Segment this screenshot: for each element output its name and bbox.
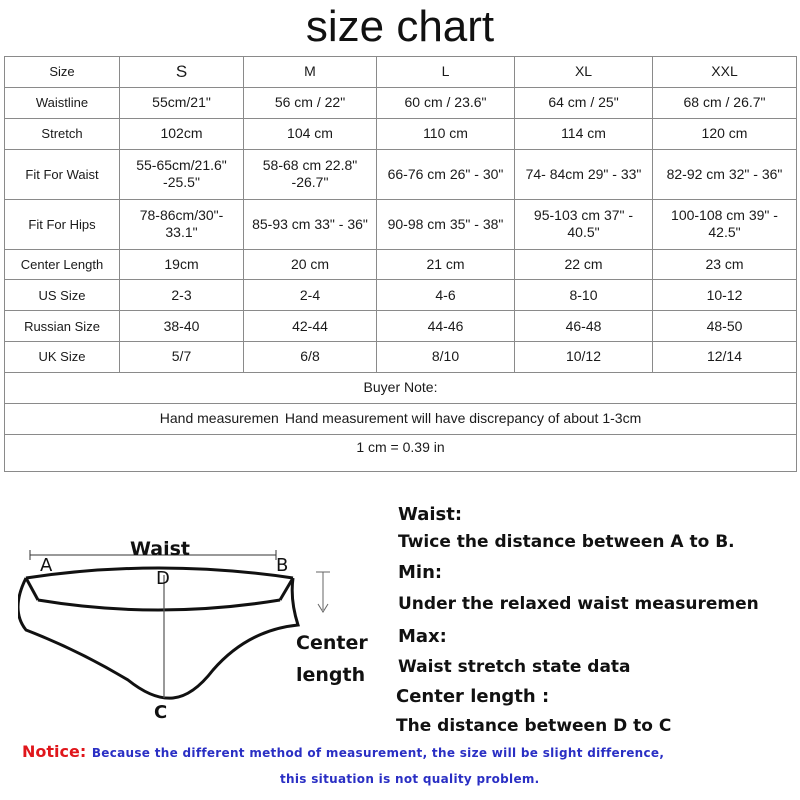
table-cell: 23 cm — [653, 249, 797, 280]
conversion-note: 1 cm = 0.39 in — [5, 434, 797, 471]
table-cell: 46-48 — [515, 311, 653, 342]
header-cell: XL — [515, 57, 653, 88]
table-cell: 10-12 — [653, 280, 797, 311]
measurement-note: Hand measurement will have discrepancy of about 1-3cm — [284, 410, 642, 427]
conversion-row — [5, 434, 797, 471]
table-row — [5, 118, 797, 149]
min-heading: Min: — [398, 562, 443, 583]
table-cell: 4-6 — [377, 280, 515, 311]
table-cell: 8-10 — [515, 280, 653, 311]
notice — [22, 742, 792, 786]
table-cell: 114 cm — [515, 118, 653, 149]
table-cell: 2-4 — [244, 280, 377, 311]
center-length-description: The distance between D to C — [396, 716, 672, 736]
notice-text-line2: this situation is not quality problem. — [280, 772, 540, 786]
row-label: Stretch — [5, 118, 120, 149]
length-label: length — [296, 664, 366, 686]
size-table — [4, 56, 797, 472]
table-cell: 21 cm — [377, 249, 515, 280]
table-cell: 90-98 cm 35" - 38" — [377, 199, 515, 249]
center-length-heading: Center length : — [396, 686, 550, 707]
center-label: Center — [296, 632, 368, 654]
table-header-row — [5, 57, 797, 88]
table-cell: 60 cm / 23.6" — [377, 87, 515, 118]
brief-diagram — [18, 530, 388, 730]
table-cell: 8/10 — [377, 342, 515, 373]
table-cell: 2-3 — [120, 280, 244, 311]
table-cell: 100-108 cm 39" - 42.5" — [653, 199, 797, 249]
table-cell: 74- 84cm 29" - 33" — [515, 149, 653, 199]
table-cell: 6/8 — [244, 342, 377, 373]
notice-text: Because the different method of measurement, the size will be slight difference, — [91, 746, 665, 760]
row-label: US Size — [5, 280, 120, 311]
min-description: Under the relaxed waist measuremen — [398, 594, 759, 614]
table-cell: 55cm/21" — [120, 87, 244, 118]
table-cell: 5/7 — [120, 342, 244, 373]
table-cell: 58-68 cm 22.8" -26.7" — [244, 149, 377, 199]
page-title: size chart — [305, 2, 495, 51]
max-description: Waist stretch state data — [398, 657, 631, 677]
notice-label: Notice: — [22, 742, 87, 761]
table-row — [5, 280, 797, 311]
table-cell: 56 cm / 22" — [244, 87, 377, 118]
table-row — [5, 149, 797, 199]
table-cell: 68 cm / 26.7" — [653, 87, 797, 118]
table-cell: 85-93 cm 33" - 36" — [244, 199, 377, 249]
row-label: Fit For Waist — [5, 149, 120, 199]
header-cell: M — [244, 57, 377, 88]
table-cell: 48-50 — [653, 311, 797, 342]
table-cell: 104 cm — [244, 118, 377, 149]
waist-label: Waist — [130, 538, 191, 560]
table-cell: 95-103 cm 37" - 40.5" — [515, 199, 653, 249]
table-cell: 66-76 cm 26" - 30" — [377, 149, 515, 199]
table-row — [5, 87, 797, 118]
header-cell: Size — [5, 57, 120, 88]
table-cell: 22 cm — [515, 249, 653, 280]
table-row — [5, 199, 797, 249]
measurement-note-left: Hand measuremen — [159, 410, 279, 427]
row-label: Waistline — [5, 87, 120, 118]
point-a-label: A — [40, 555, 53, 576]
table-cell: 10/12 — [515, 342, 653, 373]
row-label: Russian Size — [5, 311, 120, 342]
buyer-note: Buyer Note: — [5, 372, 797, 403]
table-row — [5, 249, 797, 280]
waist-heading: Waist: — [398, 504, 463, 525]
table-cell: 44-46 — [377, 311, 515, 342]
table-cell: 19cm — [120, 249, 244, 280]
underwear-outline-icon — [18, 530, 388, 730]
table-cell: 38-40 — [120, 311, 244, 342]
header-cell: L — [377, 57, 515, 88]
table-cell: 64 cm / 25" — [515, 87, 653, 118]
table-cell: 55-65cm/21.6" -25.5" — [120, 149, 244, 199]
table-cell: 120 cm — [653, 118, 797, 149]
table-cell: 78-86cm/30"- 33.1" — [120, 199, 244, 249]
table-cell: 20 cm — [244, 249, 377, 280]
buyer-note-row — [5, 372, 797, 403]
table-cell: 82-92 cm 32" - 36" — [653, 149, 797, 199]
row-label: UK Size — [5, 342, 120, 373]
header-cell: S — [120, 57, 244, 88]
row-label: Center Length — [5, 249, 120, 280]
row-label: Fit For Hips — [5, 199, 120, 249]
header-cell: XXL — [653, 57, 797, 88]
table-cell: 12/14 — [653, 342, 797, 373]
point-c-label: C — [154, 702, 168, 723]
table-row — [5, 342, 797, 373]
table-cell: 110 cm — [377, 118, 515, 149]
measurement-note-row — [5, 403, 797, 434]
max-heading: Max: — [398, 626, 447, 647]
table-cell: 42-44 — [244, 311, 377, 342]
point-b-label: B — [276, 555, 289, 576]
table-cell: 102cm — [120, 118, 244, 149]
waist-description: Twice the distance between A to B. — [398, 532, 735, 552]
point-d-label: D — [156, 568, 170, 589]
table-row — [5, 311, 797, 342]
